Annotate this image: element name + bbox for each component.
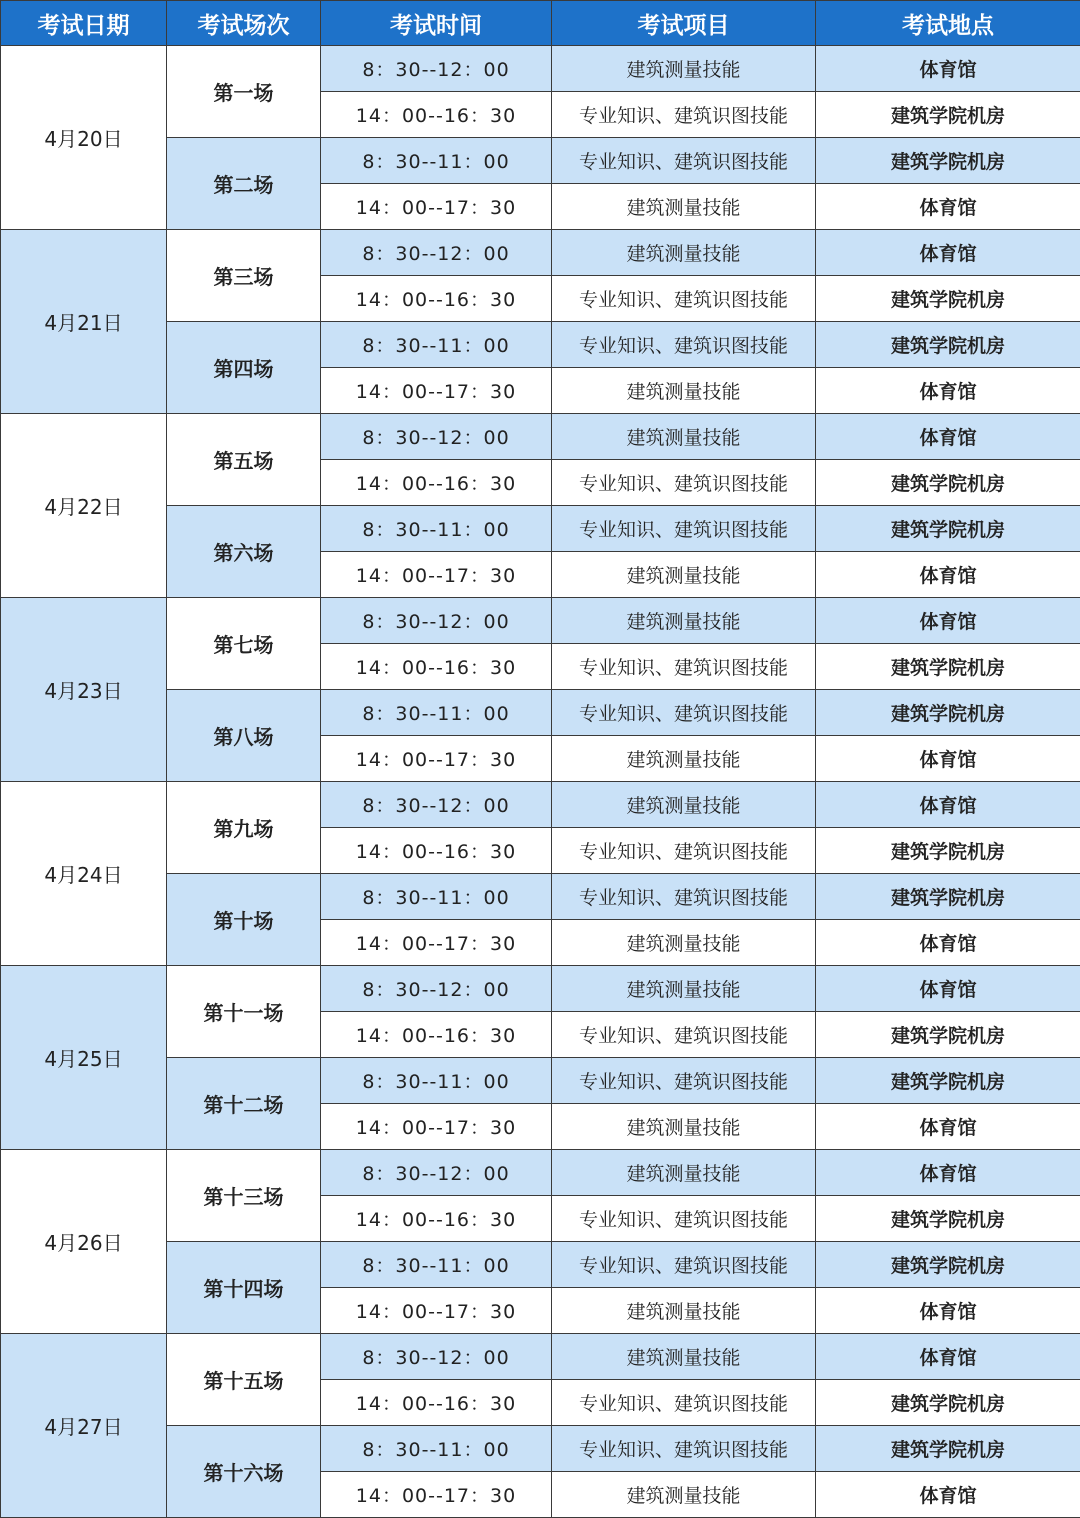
subject-cell: 专业知识、建筑识图技能 bbox=[552, 322, 816, 368]
date-cell: 4月20日 bbox=[1, 46, 167, 230]
location-cell: 体育馆 bbox=[816, 184, 1080, 230]
location-cell: 体育馆 bbox=[816, 230, 1080, 276]
session-cell: 第十三场 bbox=[167, 1150, 321, 1242]
location-cell: 体育馆 bbox=[816, 920, 1080, 966]
location-cell: 体育馆 bbox=[816, 782, 1080, 828]
session-cell: 第九场 bbox=[167, 782, 321, 874]
location-cell: 建筑学院机房 bbox=[816, 1380, 1080, 1426]
location-cell: 建筑学院机房 bbox=[816, 322, 1080, 368]
subject-cell: 建筑测量技能 bbox=[552, 1334, 816, 1380]
table-row bbox=[1, 230, 1080, 276]
time-cell: 14：00--17：30 bbox=[321, 184, 552, 230]
subject-cell: 专业知识、建筑识图技能 bbox=[552, 506, 816, 552]
date-cell: 4月24日 bbox=[1, 782, 167, 966]
time-cell: 14：00--17：30 bbox=[321, 1104, 552, 1150]
time-cell: 8：30--11：00 bbox=[321, 690, 552, 736]
time-cell: 8：30--12：00 bbox=[321, 230, 552, 276]
time-cell: 14：00--16：30 bbox=[321, 92, 552, 138]
session-cell: 第五场 bbox=[167, 414, 321, 506]
subject-cell: 建筑测量技能 bbox=[552, 368, 816, 414]
subject-cell: 建筑测量技能 bbox=[552, 920, 816, 966]
location-cell: 建筑学院机房 bbox=[816, 460, 1080, 506]
subject-cell: 专业知识、建筑识图技能 bbox=[552, 1012, 816, 1058]
location-cell: 建筑学院机房 bbox=[816, 1012, 1080, 1058]
subject-cell: 建筑测量技能 bbox=[552, 1472, 816, 1518]
subject-cell: 专业知识、建筑识图技能 bbox=[552, 1196, 816, 1242]
location-cell: 建筑学院机房 bbox=[816, 1196, 1080, 1242]
session-cell: 第一场 bbox=[167, 46, 321, 138]
subject-cell: 专业知识、建筑识图技能 bbox=[552, 92, 816, 138]
session-cell: 第二场 bbox=[167, 138, 321, 230]
subject-cell: 建筑测量技能 bbox=[552, 414, 816, 460]
location-cell: 体育馆 bbox=[816, 1104, 1080, 1150]
subject-cell: 专业知识、建筑识图技能 bbox=[552, 874, 816, 920]
subject-cell: 专业知识、建筑识图技能 bbox=[552, 690, 816, 736]
location-cell: 体育馆 bbox=[816, 1472, 1080, 1518]
location-cell: 体育馆 bbox=[816, 966, 1080, 1012]
table-row bbox=[1, 46, 1080, 92]
time-cell: 8：30--12：00 bbox=[321, 1334, 552, 1380]
location-cell: 建筑学院机房 bbox=[816, 828, 1080, 874]
time-cell: 14：00--17：30 bbox=[321, 552, 552, 598]
location-cell: 体育馆 bbox=[816, 736, 1080, 782]
header-subject: 考试项目 bbox=[552, 1, 816, 46]
time-cell: 14：00--16：30 bbox=[321, 1196, 552, 1242]
header-session: 考试场次 bbox=[167, 1, 321, 46]
session-cell: 第三场 bbox=[167, 230, 321, 322]
table-row bbox=[1, 598, 1080, 644]
subject-cell: 建筑测量技能 bbox=[552, 1104, 816, 1150]
time-cell: 8：30--11：00 bbox=[321, 506, 552, 552]
location-cell: 建筑学院机房 bbox=[816, 1242, 1080, 1288]
time-cell: 14：00--17：30 bbox=[321, 736, 552, 782]
subject-cell: 建筑测量技能 bbox=[552, 552, 816, 598]
time-cell: 8：30--11：00 bbox=[321, 1058, 552, 1104]
subject-cell: 专业知识、建筑识图技能 bbox=[552, 138, 816, 184]
table-row bbox=[1, 1150, 1080, 1196]
table-row bbox=[1, 1334, 1080, 1380]
date-cell: 4月21日 bbox=[1, 230, 167, 414]
subject-cell: 建筑测量技能 bbox=[552, 184, 816, 230]
time-cell: 14：00--16：30 bbox=[321, 1012, 552, 1058]
time-cell: 14：00--17：30 bbox=[321, 1288, 552, 1334]
time-cell: 14：00--16：30 bbox=[321, 460, 552, 506]
date-cell: 4月23日 bbox=[1, 598, 167, 782]
location-cell: 建筑学院机房 bbox=[816, 276, 1080, 322]
location-cell: 建筑学院机房 bbox=[816, 92, 1080, 138]
table-row bbox=[1, 782, 1080, 828]
session-cell: 第四场 bbox=[167, 322, 321, 414]
date-cell: 4月27日 bbox=[1, 1334, 167, 1518]
subject-cell: 建筑测量技能 bbox=[552, 230, 816, 276]
location-cell: 体育馆 bbox=[816, 1334, 1080, 1380]
subject-cell: 建筑测量技能 bbox=[552, 1288, 816, 1334]
location-cell: 建筑学院机房 bbox=[816, 1058, 1080, 1104]
session-cell: 第六场 bbox=[167, 506, 321, 598]
table-header bbox=[1, 1, 1080, 46]
subject-cell: 专业知识、建筑识图技能 bbox=[552, 1058, 816, 1104]
time-cell: 8：30--12：00 bbox=[321, 782, 552, 828]
date-cell: 4月25日 bbox=[1, 966, 167, 1150]
time-cell: 14：00--17：30 bbox=[321, 920, 552, 966]
time-cell: 14：00--16：30 bbox=[321, 828, 552, 874]
session-cell: 第十一场 bbox=[167, 966, 321, 1058]
session-cell: 第七场 bbox=[167, 598, 321, 690]
time-cell: 8：30--12：00 bbox=[321, 598, 552, 644]
location-cell: 建筑学院机房 bbox=[816, 1426, 1080, 1472]
location-cell: 建筑学院机房 bbox=[816, 874, 1080, 920]
session-cell: 第十场 bbox=[167, 874, 321, 966]
subject-cell: 专业知识、建筑识图技能 bbox=[552, 644, 816, 690]
subject-cell: 建筑测量技能 bbox=[552, 782, 816, 828]
time-cell: 8：30--12：00 bbox=[321, 966, 552, 1012]
table-row bbox=[1, 414, 1080, 460]
location-cell: 体育馆 bbox=[816, 368, 1080, 414]
date-cell: 4月22日 bbox=[1, 414, 167, 598]
session-cell: 第十四场 bbox=[167, 1242, 321, 1334]
subject-cell: 建筑测量技能 bbox=[552, 598, 816, 644]
session-cell: 第八场 bbox=[167, 690, 321, 782]
subject-cell: 建筑测量技能 bbox=[552, 736, 816, 782]
location-cell: 体育馆 bbox=[816, 598, 1080, 644]
time-cell: 8：30--11：00 bbox=[321, 1426, 552, 1472]
time-cell: 8：30--12：00 bbox=[321, 46, 552, 92]
time-cell: 14：00--17：30 bbox=[321, 368, 552, 414]
subject-cell: 专业知识、建筑识图技能 bbox=[552, 1380, 816, 1426]
time-cell: 14：00--16：30 bbox=[321, 276, 552, 322]
time-cell: 14：00--16：30 bbox=[321, 1380, 552, 1426]
subject-cell: 建筑测量技能 bbox=[552, 966, 816, 1012]
time-cell: 8：30--11：00 bbox=[321, 322, 552, 368]
header-date: 考试日期 bbox=[1, 1, 167, 46]
time-cell: 8：30--12：00 bbox=[321, 1150, 552, 1196]
time-cell: 8：30--12：00 bbox=[321, 414, 552, 460]
header-row bbox=[1, 1, 1080, 46]
location-cell: 体育馆 bbox=[816, 414, 1080, 460]
time-cell: 8：30--11：00 bbox=[321, 1242, 552, 1288]
subject-cell: 建筑测量技能 bbox=[552, 1150, 816, 1196]
header-time: 考试时间 bbox=[321, 1, 552, 46]
subject-cell: 专业知识、建筑识图技能 bbox=[552, 828, 816, 874]
location-cell: 建筑学院机房 bbox=[816, 644, 1080, 690]
time-cell: 8：30--11：00 bbox=[321, 138, 552, 184]
table-body bbox=[1, 46, 1080, 1518]
session-cell: 第十五场 bbox=[167, 1334, 321, 1426]
location-cell: 体育馆 bbox=[816, 46, 1080, 92]
subject-cell: 专业知识、建筑识图技能 bbox=[552, 1242, 816, 1288]
location-cell: 体育馆 bbox=[816, 1288, 1080, 1334]
location-cell: 建筑学院机房 bbox=[816, 506, 1080, 552]
location-cell: 建筑学院机房 bbox=[816, 138, 1080, 184]
location-cell: 建筑学院机房 bbox=[816, 690, 1080, 736]
subject-cell: 专业知识、建筑识图技能 bbox=[552, 1426, 816, 1472]
table-row bbox=[1, 966, 1080, 1012]
subject-cell: 专业知识、建筑识图技能 bbox=[552, 460, 816, 506]
header-location: 考试地点 bbox=[816, 1, 1080, 46]
session-cell: 第十二场 bbox=[167, 1058, 321, 1150]
time-cell: 14：00--16：30 bbox=[321, 644, 552, 690]
time-cell: 14：00--17：30 bbox=[321, 1472, 552, 1518]
session-cell: 第十六场 bbox=[167, 1426, 321, 1518]
location-cell: 体育馆 bbox=[816, 1150, 1080, 1196]
subject-cell: 建筑测量技能 bbox=[552, 46, 816, 92]
location-cell: 体育馆 bbox=[816, 552, 1080, 598]
time-cell: 8：30--11：00 bbox=[321, 874, 552, 920]
subject-cell: 专业知识、建筑识图技能 bbox=[552, 276, 816, 322]
date-cell: 4月26日 bbox=[1, 1150, 167, 1334]
